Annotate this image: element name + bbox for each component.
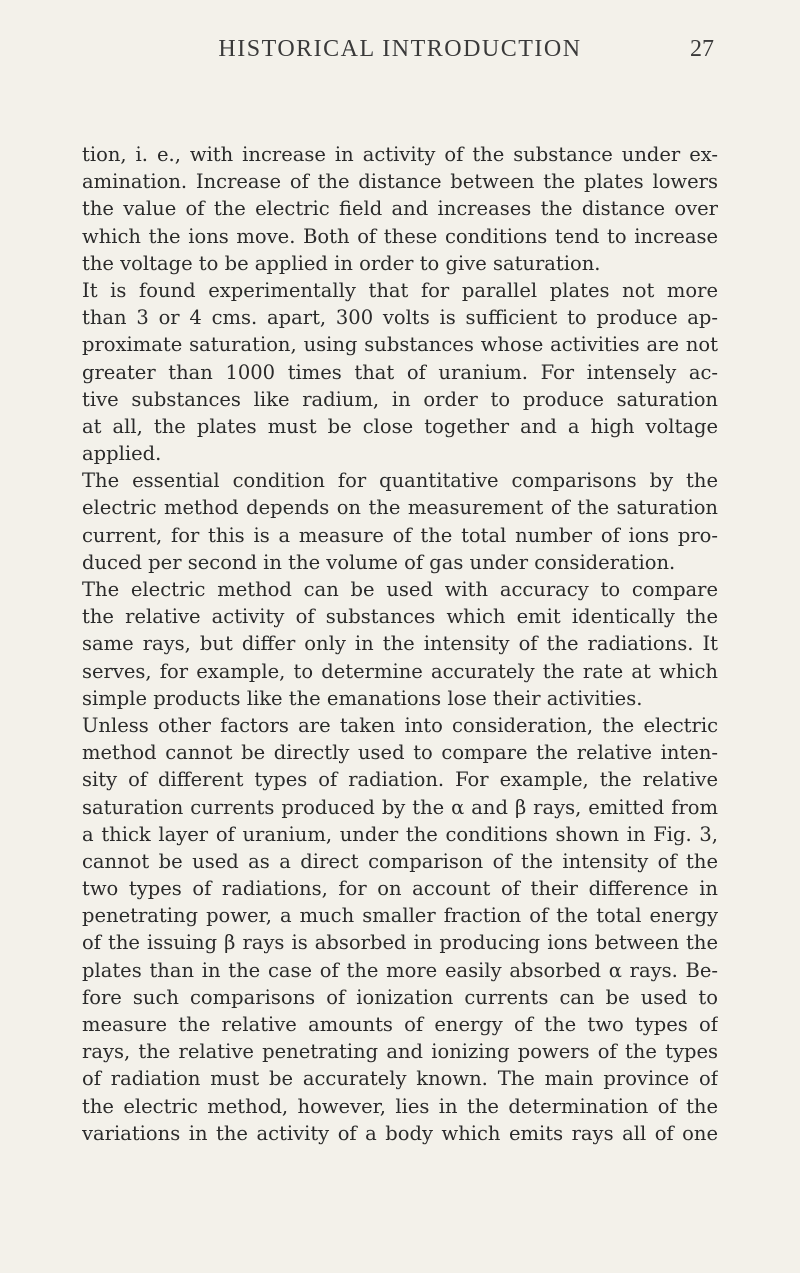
- text-line: the value of the electric field and increases the distance over: [82, 197, 718, 221]
- text-line: applied.: [82, 442, 162, 466]
- text-line: tive substances like radium, in order to produce saturation: [82, 387, 718, 411]
- running-title: HISTORICAL INTRODUCTION: [218, 36, 582, 62]
- text-line: plates than in the case of the more easily absorbed α rays. Be-: [82, 958, 718, 982]
- text-line: penetrating power, a much smaller fraction of the total energy: [82, 904, 718, 928]
- text-line: It is found experimentally that for parallel plates not more: [82, 278, 718, 302]
- body-text: [82, 141, 718, 1147]
- text-line: The essential condition for quantitative comparisons by the: [82, 469, 718, 493]
- text-line: of radiation must be accurately known. The main province of: [82, 1067, 718, 1091]
- text-line: which the ions move. Both of these conditions tend to increase: [82, 224, 718, 248]
- text-line: fore such comparisons of ionization currents can be used to: [82, 985, 718, 1009]
- text-line: amination. Increase of the distance between the plates lowers: [82, 170, 718, 194]
- text-line: the voltage to be applied in order to give saturation.: [82, 251, 601, 275]
- text-line: Unless other factors are taken into consideration, the electric: [82, 713, 718, 737]
- page-header: [0, 36, 800, 66]
- page-number: 27: [690, 36, 714, 62]
- text-line: a thick layer of uranium, under the conditions shown in Fig. 3,: [82, 822, 718, 846]
- text-line: same rays, but differ only in the intensity of the radiations. It: [82, 632, 718, 656]
- text-line: duced per second in the volume of gas under consideration.: [82, 550, 676, 574]
- text-line: method cannot be directly used to compare the relative inten-: [82, 741, 718, 765]
- text-line: saturation currents produced by the α and β rays, emitted from: [82, 795, 718, 819]
- text-line: simple products like the emanations lose their activities.: [82, 686, 643, 710]
- text-line: at all, the plates must be close together and a high voltage: [82, 414, 718, 438]
- text-line: The electric method can be used with accuracy to compare: [82, 578, 718, 601]
- text-line: rays, the relative penetrating and ionizing powers of the types: [82, 1040, 718, 1064]
- text-line: the electric method, however, lies in the determination of the: [82, 1094, 718, 1118]
- text-line: than 3 or 4 cms. apart, 300 volts is sufficient to produce ap-: [82, 306, 718, 330]
- text-line: proximate saturation, using substances whose activities are not: [82, 333, 718, 357]
- text-line: cannot be used as a direct comparison of the intensity of the: [82, 849, 718, 873]
- text-line: two types of radiations, for on account of their difference in: [82, 877, 718, 901]
- text-line: of the issuing β rays is absorbed in producing ions between the: [82, 931, 718, 955]
- text-line: variations in the activity of a body which emits rays all of one: [82, 1121, 718, 1145]
- text-line: electric method depends on the measurement of the saturation: [82, 496, 718, 520]
- text-line: the relative activity of substances which emit identically the: [82, 605, 718, 629]
- text-line: measure the relative amounts of energy of the two types of: [82, 1013, 718, 1036]
- text-line: tion, i. e., with increase in activity of the substance under ex-: [82, 143, 718, 166]
- text-line: sity of different types of radiation. For example, the relative: [82, 768, 718, 792]
- text-line: greater than 1000 times that of uranium. For intensely ac-: [82, 360, 718, 384]
- text-line: current, for this is a measure of the total number of ions pro-: [82, 523, 718, 547]
- text-line: serves, for example, to determine accurately the rate at which: [82, 659, 718, 683]
